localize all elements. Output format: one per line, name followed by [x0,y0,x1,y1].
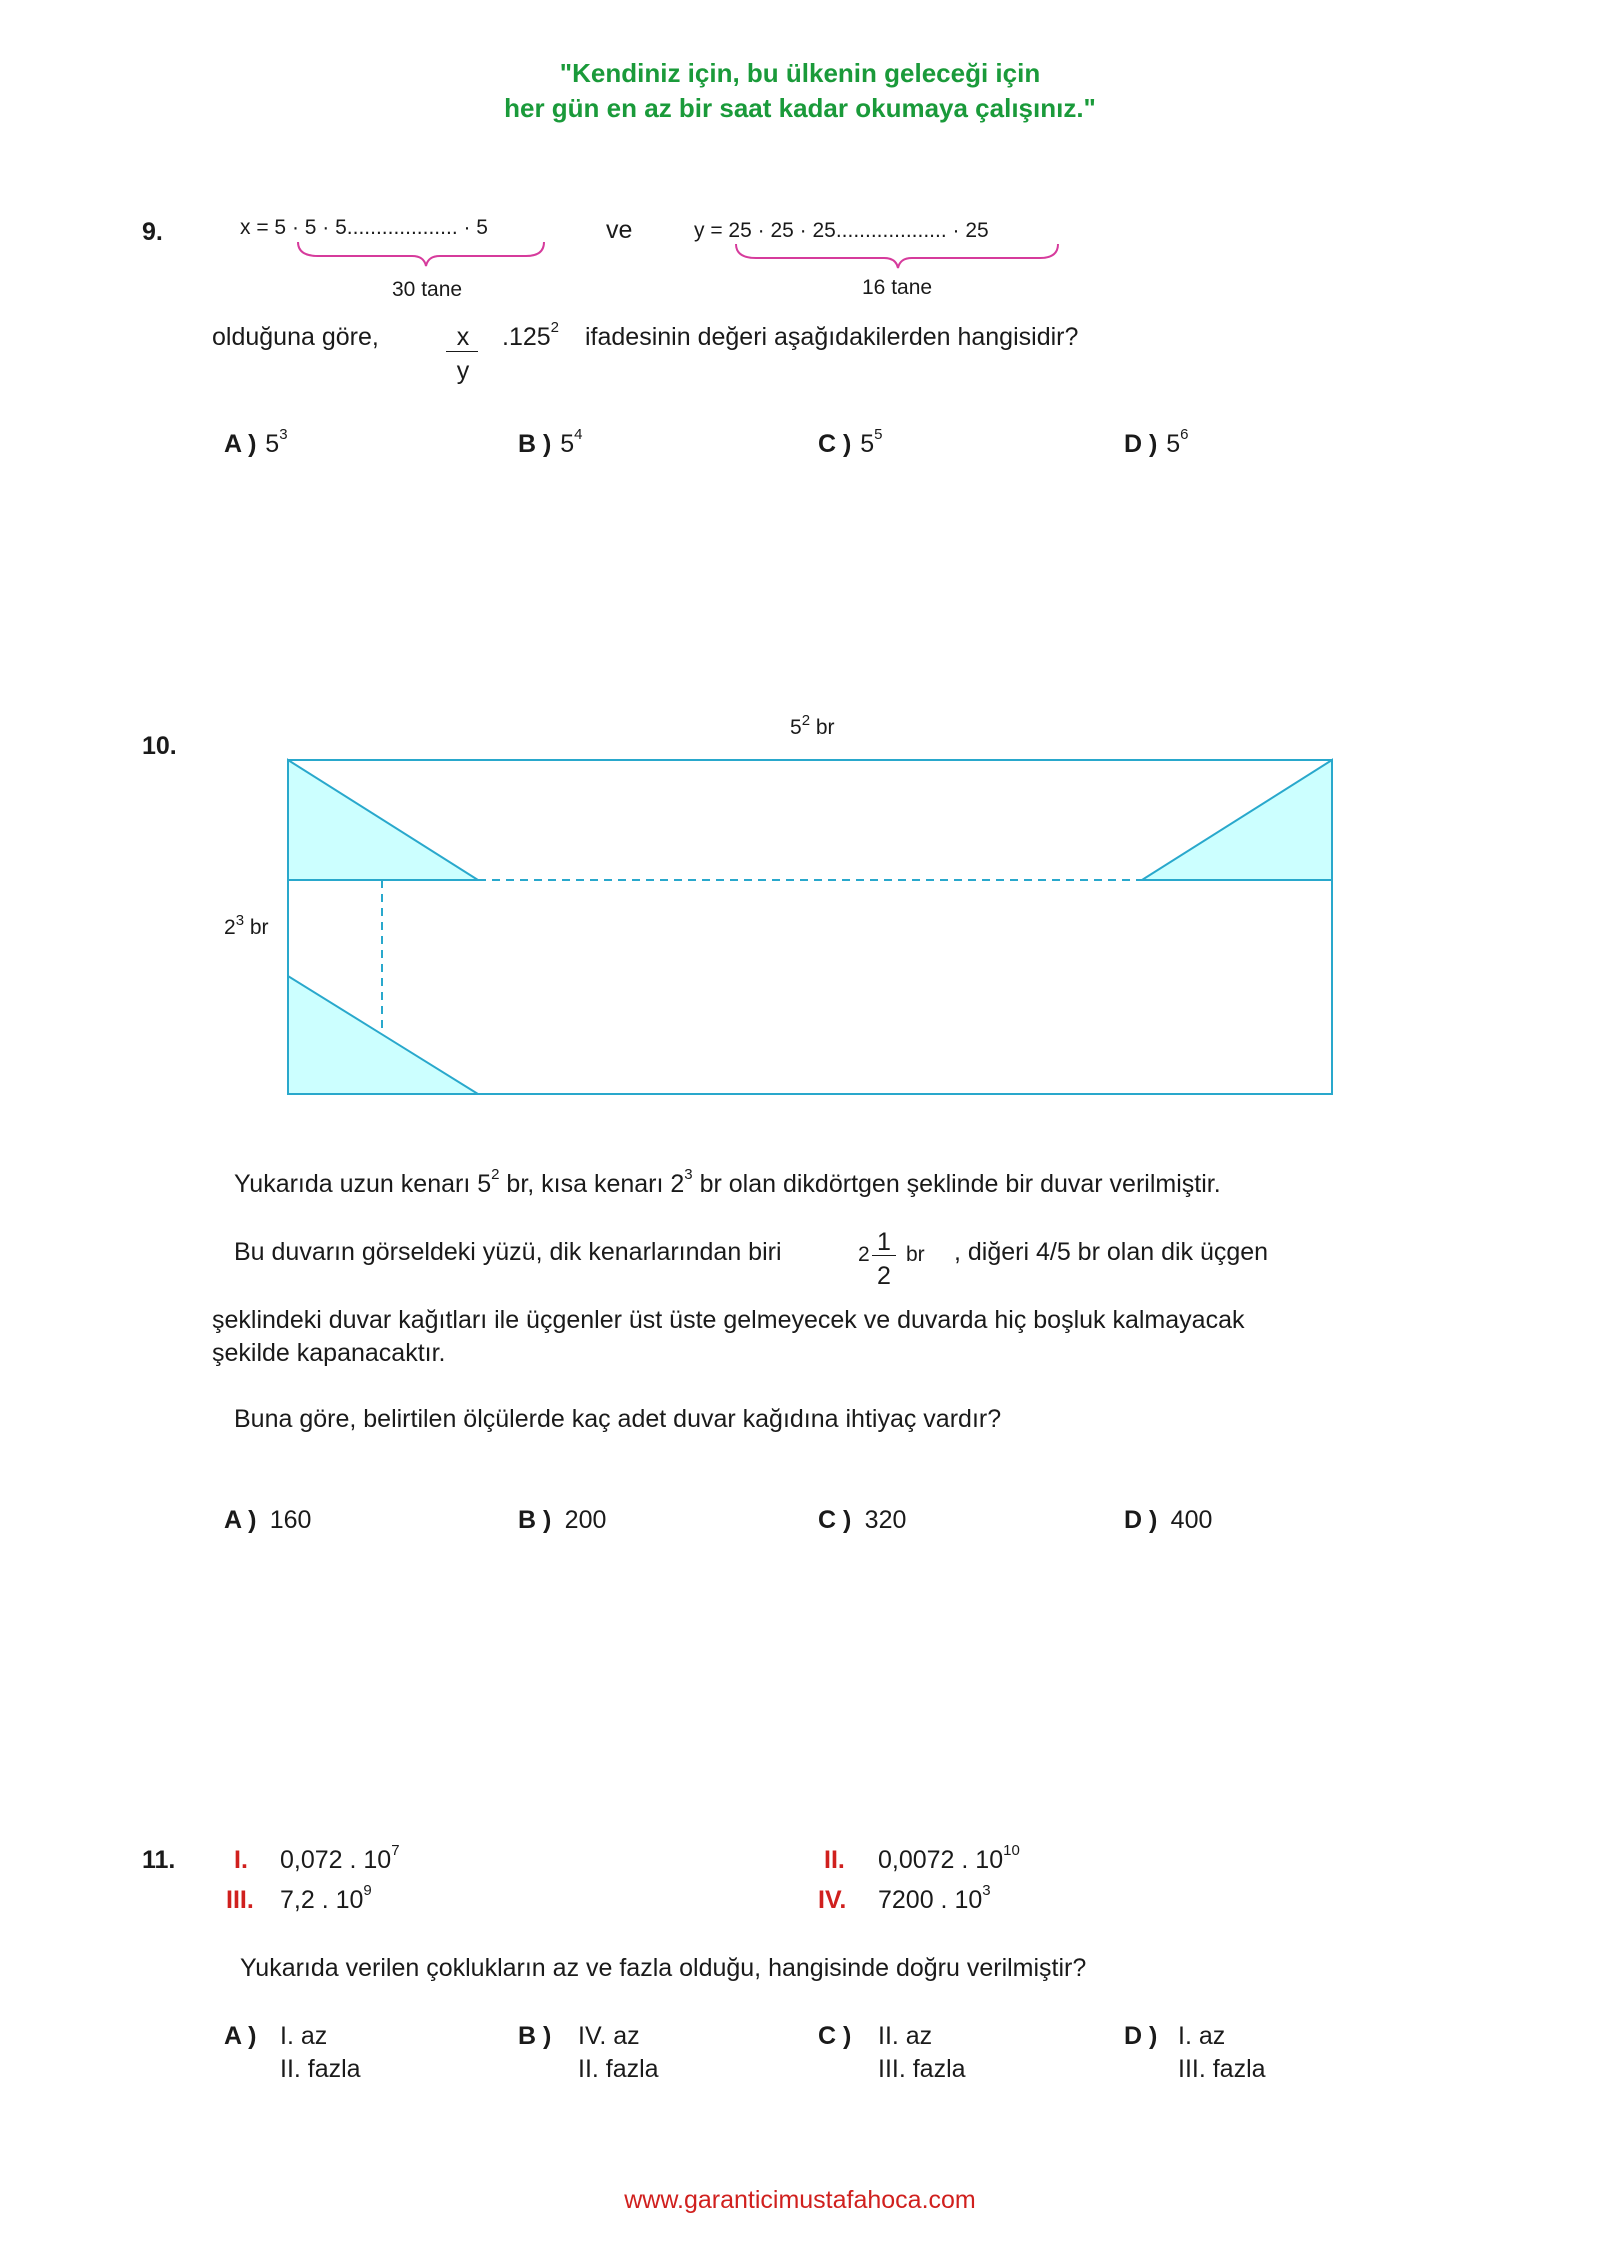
item-value-4: 7200 . $10^3$ [878,1882,991,1914]
item-roman-4: IV. [818,1886,847,1914]
triangle-top-left [288,760,478,880]
item-roman-3: III. [226,1886,254,1914]
option-d[interactable]: D ) 400 [1124,1506,1213,1534]
item-value-1: 0,072 . $10^7$ [280,1842,400,1874]
question-number: 11. [142,1846,176,1874]
top-dimension-label: $5^2$ br [790,712,835,739]
motto-line-1: "Kendiniz için, bu ülkenin geleceği için [559,58,1041,88]
option-d[interactable]: D ) $5^6$ [1124,426,1189,458]
stem-after: ifadesinin değeri aşağıdakilerden hangisidir? [585,323,1079,351]
paragraph-2-start: Bu duvarın görseldeki yüzü, dik kenarlarından biri [234,1238,782,1266]
stem-before: olduğuna göre, [212,323,379,351]
wall-diagram [0,0,1600,1120]
option-c[interactable]: C ) $5^5$ [818,426,883,458]
x-count-label: 30 tane [392,278,463,301]
wall-rectangle [288,760,1332,1094]
motto-line-2: her gün en az bir saat kadar okumaya çalışınız." [504,93,1096,123]
mixed-whole: 2 [858,1243,870,1266]
item-value-3: 7,2 . $10^9$ [280,1882,372,1914]
y-count-label: 16 tane [862,276,933,299]
question-text: Yukarıda verilen çoklukların az ve fazla olduğu, hangisinde doğru verilmiştir? [240,1954,1087,1982]
stem-multiplier: .125$^2$ [502,319,560,351]
y-expression: y = 25 · 25 · 25................... · 25 [694,219,989,242]
item-roman-2: II. [824,1846,845,1874]
option-b[interactable]: B ) 200 [518,1506,607,1534]
question-number: 9. [142,218,163,246]
option-a[interactable]: A ) $5^3$ [224,426,288,458]
question-number: 10. [142,732,177,760]
paragraph-3-line-2: şekilde kapanacaktır. [212,1339,446,1367]
fraction-denominator: y [456,357,470,385]
paragraph-2-end: , diğeri 4/5 br olan dik üçgen [954,1238,1269,1266]
triangle-top-right [1142,760,1332,880]
option-c[interactable]: C ) 320 [818,1506,907,1534]
footer-url[interactable]: www.garanticimustafahoca.com [624,2186,976,2214]
question-text: Buna göre, belirtilen ölçülerde kaç adet duvar kağıdına ihtiyaç vardır? [234,1405,1002,1433]
item-value-2: 0,0072 . $10^{10}$ [878,1842,1020,1874]
option-a[interactable]: A ) 160 [224,1506,312,1534]
connector-ve: ve [606,216,633,244]
mixed-unit: br [906,1243,925,1266]
x-expression: x = 5 · 5 · 5................... · 5 [240,216,488,239]
side-dimension-label: $2^3$ br [224,912,269,939]
option-b[interactable]: B ) $5^4$ [518,426,583,458]
mixed-numerator: 1 [877,1228,891,1256]
item-roman-1: I. [234,1846,248,1874]
paragraph-1: Yukarıda uzun kenarı $5^2$ br, kısa kenarı $2^3$ br olan dikdörtgen şeklinde bir duvar verilmiştir. [234,1166,1221,1198]
mixed-fraction-bar [872,1255,896,1256]
fraction-numerator: x [456,323,470,351]
paragraph-3-line-1: şeklindeki duvar kağıtları ile üçgenler üst üste gelmeyecek ve duvarda hiç boşluk kalmayacak [212,1306,1245,1334]
mixed-denominator: 2 [877,1262,891,1290]
